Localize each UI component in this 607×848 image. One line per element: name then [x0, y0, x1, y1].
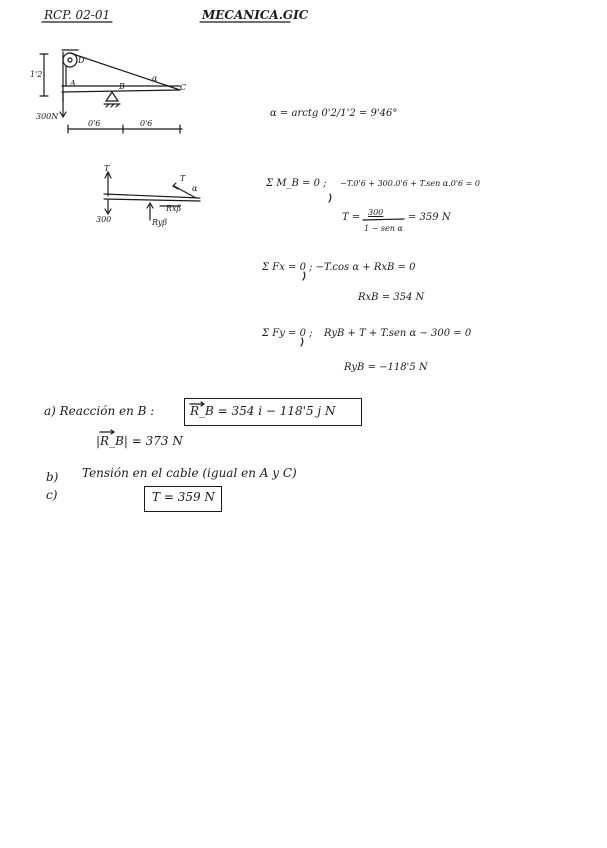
diagram1-label-alpha: α — [152, 74, 158, 83]
equation-rxb-result: RxB = 354 N — [358, 292, 425, 303]
answer-magnitude: |R_B| = 373 N — [96, 434, 183, 448]
diagram2-label-300: 300 — [96, 215, 112, 224]
diagram2-label-T-left: T — [104, 164, 110, 173]
header-subject: MECANICA.GIC — [202, 8, 309, 22]
equation-tension-numerator: 300 — [368, 208, 384, 217]
diagram2-label-Ry: Ryβ — [152, 218, 168, 227]
answer-c-label: c) — [46, 488, 58, 502]
diagram2-label-alpha: α — [192, 184, 198, 193]
cable-line — [70, 53, 180, 90]
diagram1-label-B: B — [119, 82, 125, 91]
diagram1-label-C: C — [180, 83, 187, 92]
diagram1-load-label: 300N — [36, 112, 59, 121]
fbd-beam-bottom — [104, 199, 200, 201]
equation-ryb-result: RyB = −118'5 N — [344, 362, 428, 373]
equation-sum-fy-rhs: RyB + T + T.sen α − 300 = 0 — [324, 328, 472, 339]
answer-b-label: b) — [46, 470, 59, 484]
answer-c-value: T = 359 N — [152, 490, 215, 504]
fbd-beam-top — [104, 194, 200, 198]
diagram1-span-right: 0'6 — [140, 119, 153, 128]
equation-tension-result: = 359 N — [408, 212, 451, 223]
diagram1-label-D: D — [78, 56, 85, 65]
answer-b-text: Tensión en el cable (igual en A y C) — [82, 466, 297, 480]
diagram2-label-Rx: Rxβ — [166, 204, 182, 213]
pulley-hub — [68, 58, 72, 62]
header-ref: RCP. 02-01 — [44, 8, 111, 22]
fbd-cable-T-head — [173, 183, 178, 189]
diagram2-label-T-right: T — [180, 174, 186, 183]
equation-moment-rhs: −T.0'6 + 300.0'6 + T.sen α.0'6 = 0 — [340, 179, 480, 188]
equation-sum-fy-lhs: Σ Fy = 0 ; — [262, 328, 313, 339]
pen-mark-1 — [329, 194, 331, 202]
equation-sum-fx: Σ Fx = 0 ; −T.cos α + RxB = 0 — [262, 262, 416, 273]
equation-tension-lhs: T = — [342, 212, 361, 223]
pen-mark-3 — [301, 338, 303, 346]
support-B — [106, 92, 118, 101]
equation-alpha: α = arctg 0'2/1'2 = 9'46° — [270, 108, 398, 119]
answer-a-value: R_B = 354 i − 118'5 j N — [190, 404, 336, 418]
equation-tension-denominator: 1 − sen α — [364, 224, 403, 233]
equation-moment-lhs: Σ M_B = 0 ; — [266, 178, 327, 189]
pen-mark-2 — [303, 272, 305, 280]
fraction-bar — [363, 219, 404, 220]
diagram1-span-left: 0'6 — [88, 119, 101, 128]
answer-a-label: a) Reacción en B : — [44, 404, 155, 418]
diagram1-height-label: 1'2 — [30, 70, 43, 79]
diagram1-label-A: A — [70, 79, 76, 88]
